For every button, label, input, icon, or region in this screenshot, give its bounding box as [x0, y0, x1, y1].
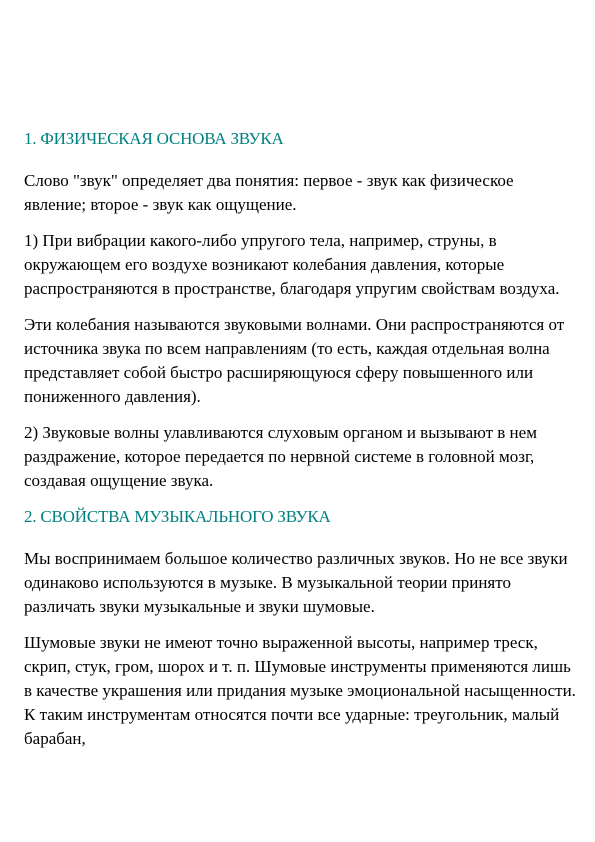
document-body: [24, 127, 576, 751]
paragraph: Эти колебания называются звуковыми волнами. Они распространяются от источника звука по всем направлениям (то есть, каждая отдельная волна представляет собой быстро расширяющуюся сферу повышенного или пониженного давления).: [24, 315, 565, 406]
section-heading-physical-basis: 1. ФИЗИЧЕСКАЯ ОСНОВА ЗВУКА: [24, 129, 284, 148]
section-heading-musical-sound-properties: 2. СВОЙСТВА МУЗЫКАЛЬНОГО ЗВУКА: [24, 507, 331, 526]
paragraph: 2) Звуковые волны улавливаются слуховым органом и вызывают в нем раздражение, которое передается по нервной системе в головной мозг, создавая ощущение звука.: [24, 423, 537, 490]
paragraph: 1) При вибрации какого-либо упругого тела, например, струны, в окружающем его воздухе возникают колебания давления, которые распространяются в пространстве, благодаря упругим свойствам воздуха.: [24, 231, 560, 298]
paragraph: Шумовые звуки не имеют точно выраженной высоты, например треск, скрип, стук, гром, шорох и т. п. Шумовые инструменты применяются лишь в качестве украшения или придания музыке эмоциональной насыщенности. К таким инструментам относятся почти все ударные: треугольник, малый барабан,: [24, 633, 576, 748]
paragraph: Мы воспринимаем большое количество различных звуков. Но не все звуки одинаково используются в музыке. В музыкальной теории принято различать звуки музыкальные и звуки шумовые.: [24, 549, 568, 616]
paragraph: Слово "звук" определяет два понятия: первое - звук как физическое явление; второе - звук как ощущение.: [24, 171, 514, 214]
